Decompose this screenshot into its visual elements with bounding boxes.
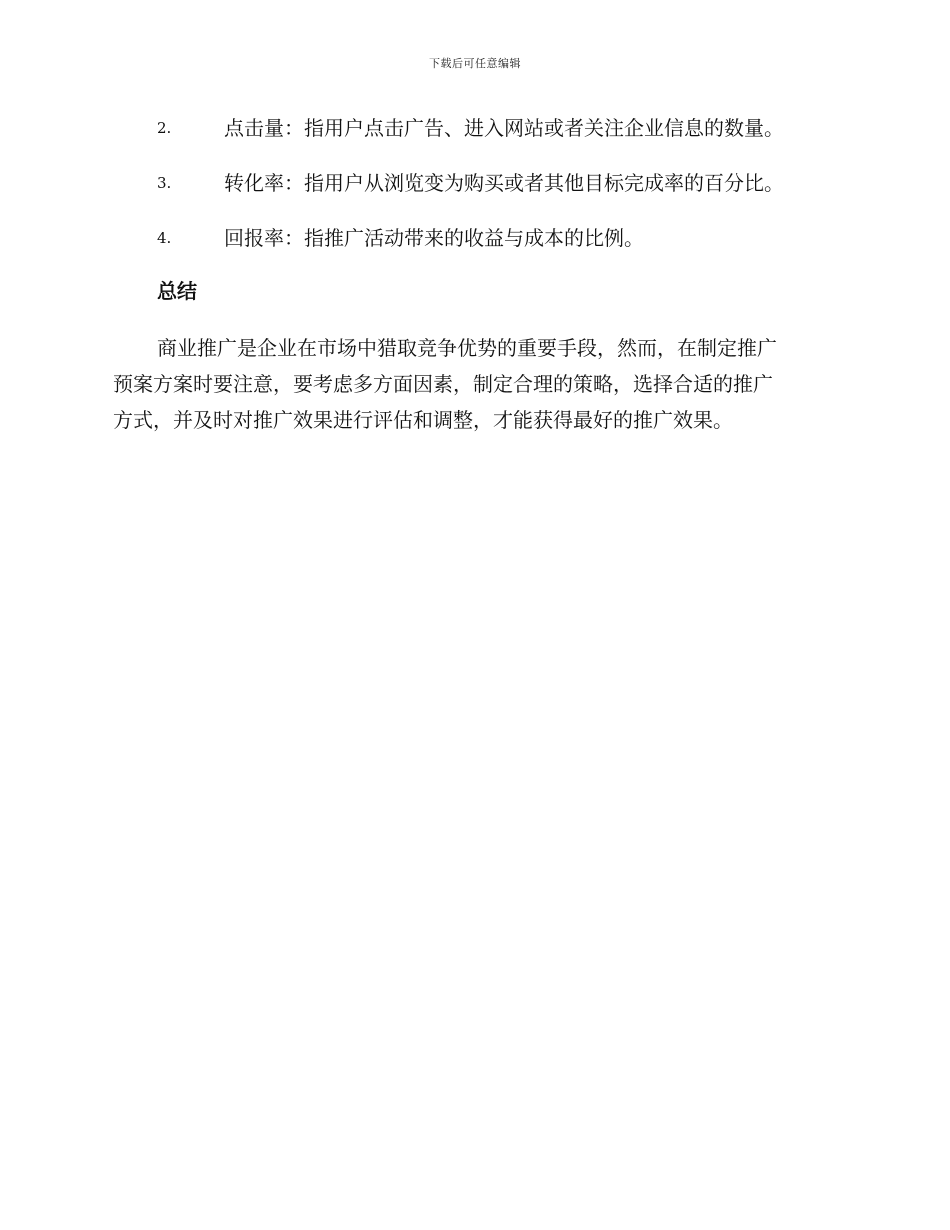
list-item-number: 3. — [157, 174, 172, 192]
metrics-list — [0, 108, 950, 273]
summary-heading: 总结 — [157, 279, 197, 303]
list-item — [0, 218, 950, 273]
summary-line: 商业推广是企业在市场中猎取竞争优势的重要手段，然而，在制定推广 — [157, 336, 777, 360]
list-item-text: 转化率：指用户从浏览变为购买或者其他目标完成率的百分比。 — [224, 171, 784, 195]
list-item-number: 4. — [157, 229, 172, 247]
list-item — [0, 163, 950, 218]
list-item-text: 点击量：指用户点击广告、进入网站或者关注企业信息的数量。 — [224, 116, 784, 140]
summary-line: 方式，并及时对推广效果进行评估和调整，才能获得最好的推广效果。 — [113, 408, 733, 432]
page-header-note: 下载后可任意编辑 — [429, 57, 521, 70]
list-item — [0, 108, 950, 163]
summary-paragraph — [113, 330, 833, 438]
summary-line: 预案方案时要注意，要考虑多方面因素，制定合理的策略，选择合适的推广 — [113, 372, 773, 396]
list-item-number: 2. — [157, 119, 172, 137]
list-item-text: 回报率：指推广活动带来的收益与成本的比例。 — [224, 226, 644, 250]
